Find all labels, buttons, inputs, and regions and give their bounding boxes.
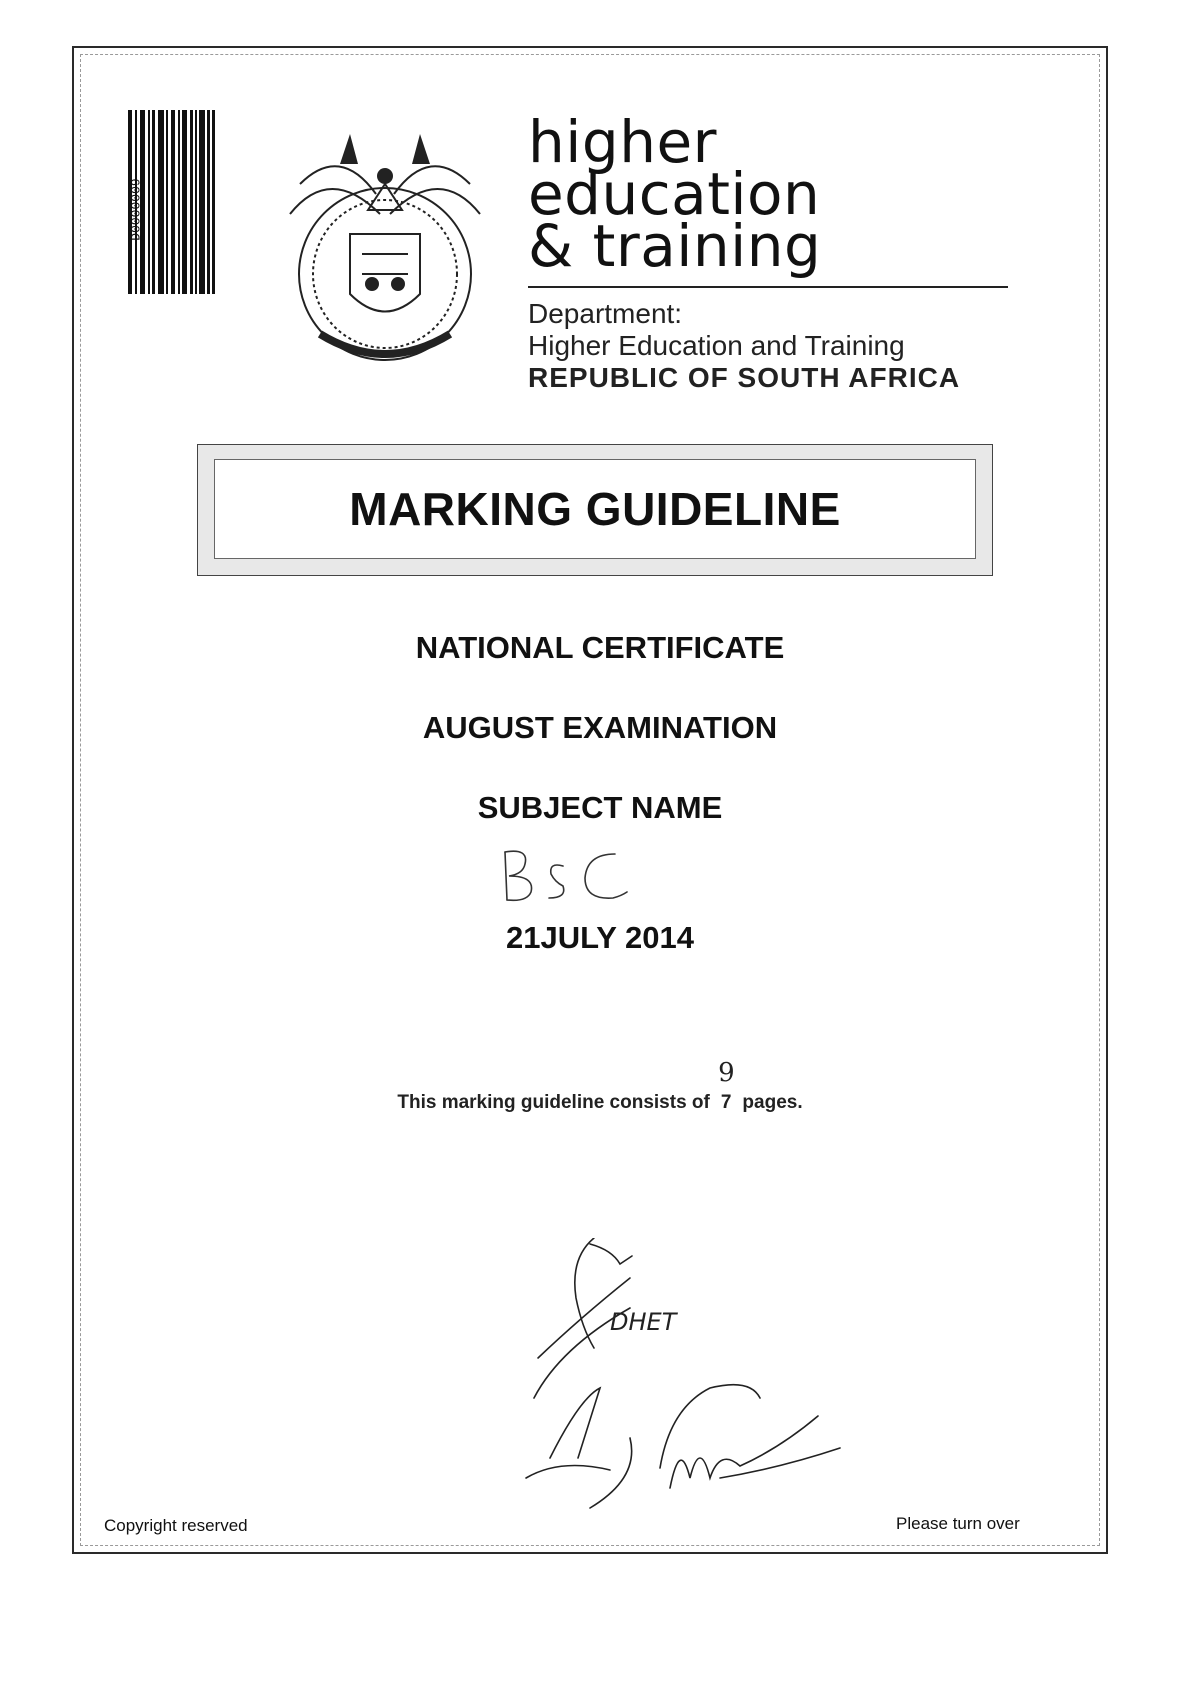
exam-line: AUGUST EXAMINATION — [422, 710, 778, 745]
title-frame — [197, 444, 993, 576]
page-count-note — [0, 1058, 1200, 1114]
department-label: Department: — [528, 298, 683, 329]
brand-block — [528, 108, 1008, 394]
page-count-correction: 9 — [718, 1058, 735, 1088]
pages-prefix: This marking guideline consists of — [397, 1092, 710, 1113]
document-title: MARKING GUIDELINE — [349, 483, 841, 535]
title-inner — [214, 459, 976, 559]
turn-over-notice: Please turn over — [896, 1514, 1020, 1533]
signatures — [520, 1238, 860, 1518]
barcode — [106, 108, 216, 296]
country-name: REPUBLIC OF SOUTH AFRICA — [528, 362, 961, 393]
handwritten-subject-bsc — [495, 840, 645, 912]
copyright-notice: Copyright reserved — [104, 1516, 248, 1535]
subject-label: SUBJECT NAME — [477, 790, 723, 825]
exam-date: 21JULY 2014 — [506, 920, 694, 955]
brand-line-1: higher education — [528, 108, 821, 228]
page-count — [715, 1058, 737, 1114]
pages-suffix: pages. — [742, 1092, 803, 1113]
page-count-original: 7 — [720, 1092, 732, 1113]
certificate-line: NATIONAL CERTIFICATE — [415, 630, 785, 665]
coat-of-arms-icon — [280, 124, 490, 364]
brand-divider — [528, 286, 1008, 288]
barcode-number: D0000009 — [128, 178, 144, 241]
signature-note: DHET — [610, 1308, 677, 1336]
department-name: Higher Education and Training — [528, 330, 905, 361]
brand-line-2: & training — [528, 212, 822, 280]
